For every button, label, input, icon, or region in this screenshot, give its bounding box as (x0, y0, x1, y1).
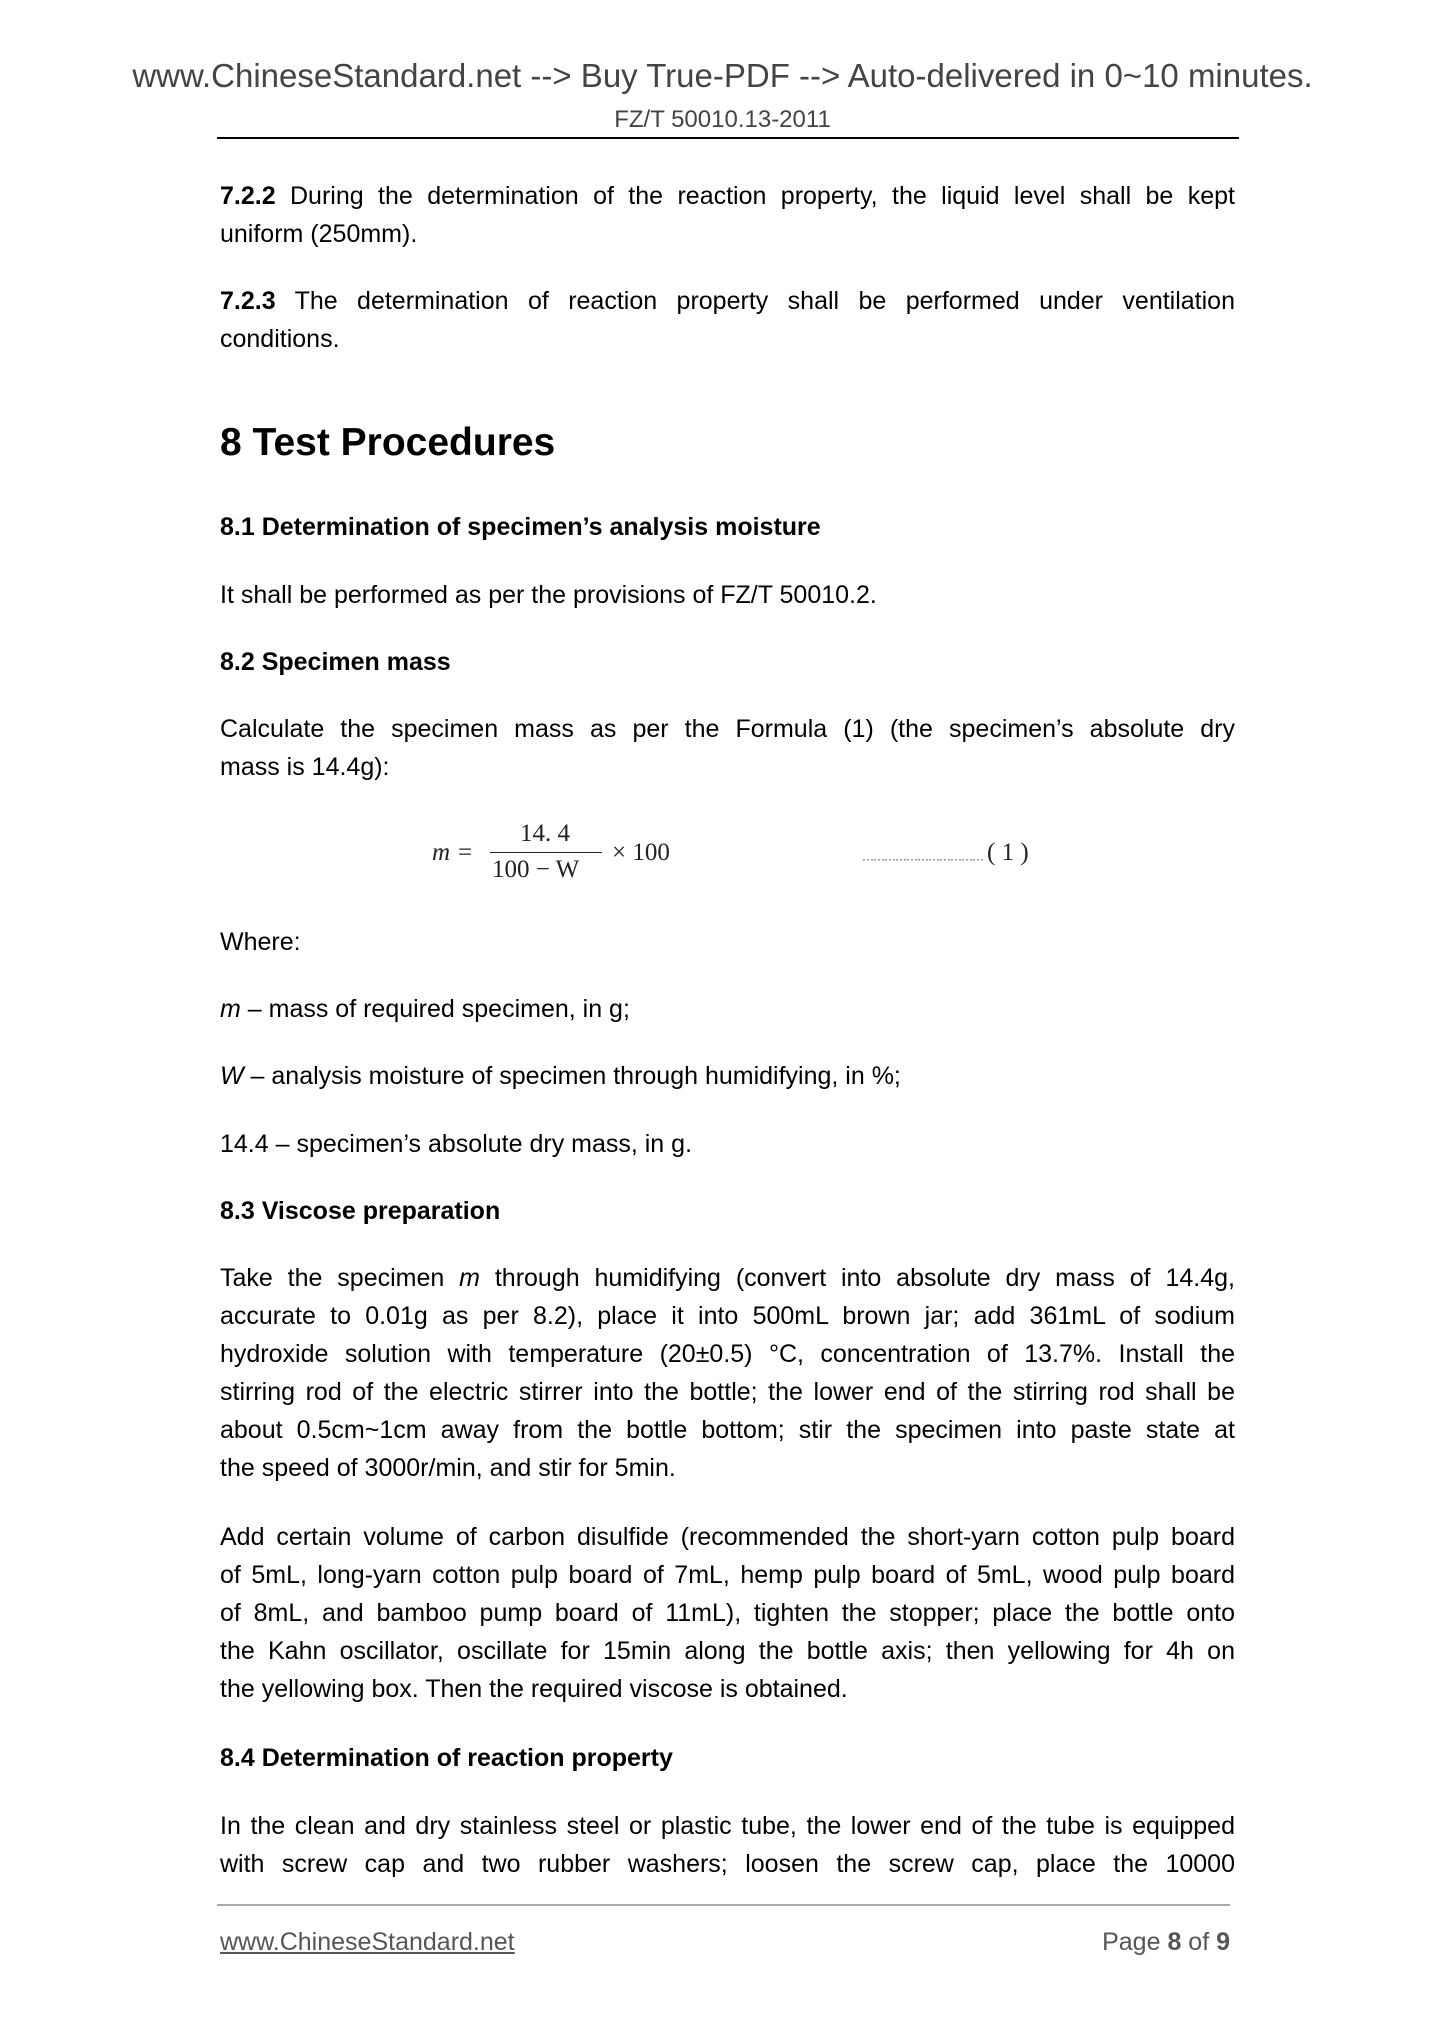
para-8-3-line: the speed of 3000r/min, and stir for 5min. (220, 1454, 676, 1482)
para-8-3b-line: the Kahn oscillator, oscillate for 15min along the bottle axis; then yellowing for 4h on (220, 1637, 1235, 1665)
definition-dry-mass: 14.4 – specimen’s absolute dry mass, in g. (220, 1130, 693, 1158)
section-8-4-heading: 8.4 Determination of reaction property (220, 1744, 673, 1772)
header-rule (217, 137, 1239, 139)
header-banner: www.ChineseStandard.net --> Buy True-PDF --> Auto-delivered in 0~10 minutes. (132, 57, 1313, 94)
para-8-4-line: In the clean and dry stainless steel or plastic tube, the lower end of the tube is equipped (220, 1812, 1235, 1840)
para-8-2-line: mass is 14.4g): (220, 753, 390, 781)
section-8-3-heading: 8.3 Viscose preparation (220, 1197, 501, 1225)
para-8-3-line: Take the specimen m through humidifying (convert into absolute dry mass of 14.4g, (220, 1264, 1235, 1292)
para-8-4-line: with screw cap and two rubber washers; loosen the screw cap, place the 10000 (220, 1850, 1235, 1878)
para-7-2-3-line: 7.2.3 The determination of reaction property shall be performed under ventilation (220, 287, 1235, 315)
section-8-2-heading: 8.2 Specimen mass (220, 648, 451, 676)
section-number: 7.2.2 (220, 182, 276, 210)
definition-w: W – analysis moisture of specimen through humidifying, in %; (220, 1062, 901, 1090)
para-7-2-2-line: uniform (250mm). (220, 220, 418, 248)
para-8-1: It shall be performed as per the provisions of FZ/T 50010.2. (220, 581, 877, 609)
para-8-2-line: Calculate the specimen mass as per the Formula (1) (the specimen’s absolute dry (220, 715, 1235, 743)
formula-lhs: m (432, 839, 451, 866)
para-8-3-line: about 0.5cm~1cm away from the bottle bottom; stir the specimen into paste state at (220, 1416, 1235, 1444)
para-7-2-3-line: conditions. (220, 325, 340, 353)
footer-rule (217, 1904, 1230, 1906)
formula-numerator: 14. 4 (520, 820, 570, 847)
para-8-3b-line: of 8mL, and bamboo pump board of 11mL), tighten the stopper; place the bottle onto (220, 1599, 1235, 1627)
para-8-3b-line: the yellowing box. Then the required viscose is obtained. (220, 1675, 848, 1703)
standard-code: FZ/T 50010.13-2011 (614, 106, 831, 133)
definition-m: m – mass of required specimen, in g; (220, 995, 630, 1023)
section-8-heading: 8 Test Procedures (220, 421, 556, 464)
fraction-bar (490, 852, 602, 853)
where-label: Where: (220, 928, 301, 956)
para-8-3b-line: of 5mL, long-yarn cotton pulp board of 7mL, hemp pulp board of 5mL, wood pulp board (220, 1561, 1235, 1589)
formula-leader: …………………………… (862, 849, 983, 864)
para-7-2-2-line: 7.2.2 During the determination of the reaction property, the liquid level shall be kept (220, 182, 1235, 210)
formula-times: × 100 (612, 839, 670, 866)
page-indicator: Page 8 of 9 (1102, 1928, 1230, 1956)
footer-site-link[interactable]: www.ChineseStandard.net (220, 1928, 515, 1956)
para-8-3-line: hydroxide solution with temperature (20±0.5) °C, concentration of 13.7%. Install the (220, 1340, 1235, 1368)
section-8-1-heading: 8.1 Determination of specimen’s analysis moisture (220, 513, 821, 541)
para-8-3b-line: Add certain volume of carbon disulfide (recommended the short-yarn cotton pulp board (220, 1523, 1235, 1551)
para-8-3-line: stirring rod of the electric stirrer into the bottle; the lower end of the stirring rod shall be (220, 1378, 1235, 1406)
formula-label: ( 1 ) (987, 839, 1029, 866)
para-8-3-line: accurate to 0.01g as per 8.2), place it into 500mL brown jar; add 361mL of sodium (220, 1302, 1235, 1330)
formula-1 (432, 818, 672, 888)
formula-equals: = (458, 839, 473, 866)
formula-denominator: 100 − W (492, 856, 580, 883)
section-number: 7.2.3 (220, 287, 276, 315)
formula-number (862, 839, 1029, 867)
